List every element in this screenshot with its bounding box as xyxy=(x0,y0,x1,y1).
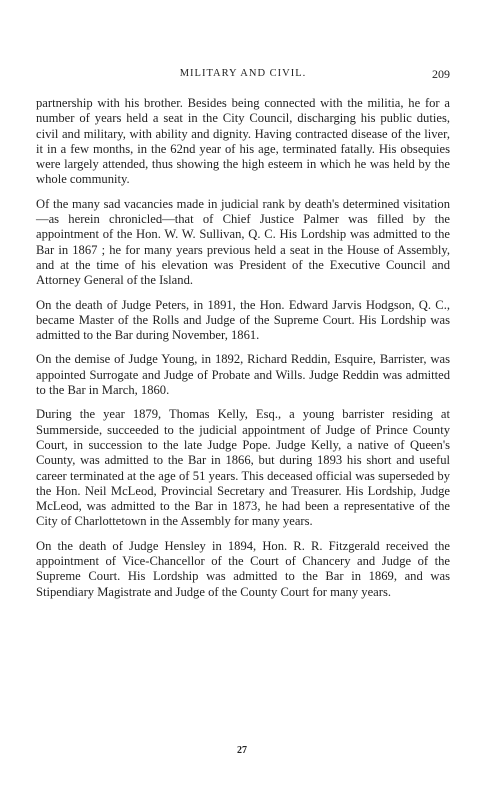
paragraph: During the year 1879, Thomas Kelly, Esq., a young barrister residing at Summerside, succeeded to the judicial appointment of Judge of Prince County Court, in succession to the late Judge Pope. Judge Kelly, a native of Queen's County, was admitted to the Bar in 1866, but during 1893 his short and useful career terminated at the age of 51 years. This deceased official was superseded by the Hon. Neil McLeod, Provincial Secretary and Treasurer. His Lordship, Judge McLeod, was admitted to the Bar in 1873, he had been a representative of the City of Charlottetown in the Assembly for many years. xyxy=(36,407,450,529)
paragraph: Of the many sad vacancies made in judicial rank by death's determined visitation—as herein chronicled—that of Chief Justice Palmer was filled by the appointment of the Hon. W. W. Sullivan, Q. C. His Lordship was admitted to the Bar in 1867 ; he for many years previous held a seat in the House of Assembly, and at the time of his elevation was President of the Executive Council and Attorney General of the Island. xyxy=(36,196,450,288)
page-header xyxy=(36,64,450,84)
paragraph: partnership with his brother. Besides being connected with the militia, he for a number of years held a seat in the City Council, discharging his public duties, civil and military, with ability and dignity. Having contracted disease of the liver, it in a few months, in the 62nd year of his age, terminated fatally. His obsequies were largely attended, thus showing the high esteem in which he was held by the whole community. xyxy=(36,96,450,187)
paragraph: On the death of Judge Peters, in 1891, the Hon. Edward Jarvis Hodgson, Q. C., became Master of the Rolls and Judge of the Supreme Court. His Lordship was admitted to the Bar during November, 1861. xyxy=(36,297,450,343)
page-number: 209 xyxy=(432,67,450,81)
signature-mark: 27 xyxy=(237,745,247,756)
body-text xyxy=(36,96,450,609)
running-title: MILITARY AND CIVIL. xyxy=(179,68,307,79)
paragraph: On the demise of Judge Young, in 1892, Richard Reddin, Esquire, Barrister, was appointed Surrogate and Judge of Probate and Wills. Judge Reddin was admitted to the Bar in March, 1860. xyxy=(36,352,450,398)
paragraph: On the death of Judge Hensley in 1894, Hon. R. R. Fitzgerald received the appointment of Vice-Chancellor of the Court of Chancery and Judge of the Supreme Court. His Lordship was admitted to the Bar in 1869, and was Stipendiary Magistrate and Judge of the County Court for many years. xyxy=(36,538,450,599)
